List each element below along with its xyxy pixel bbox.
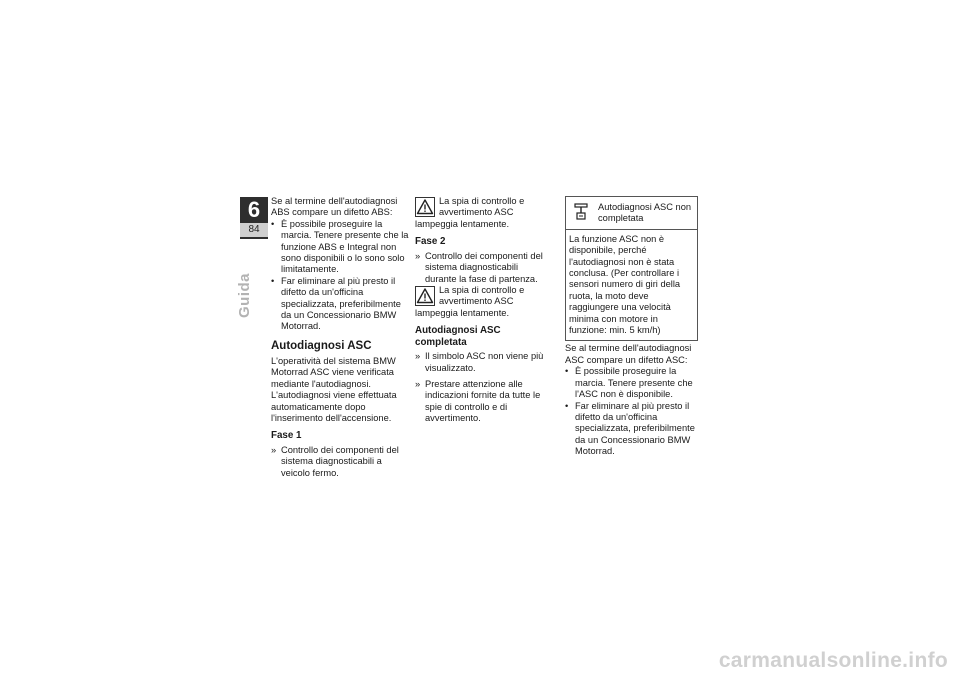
column-1: [271, 196, 411, 479]
warning-text-2: La spia di controllo e avvertimento ASC lampeggia lentamente.: [415, 284, 525, 318]
chapter-tab: [240, 197, 268, 239]
asc-paragraph: L'operatività del sistema BMW Motorrad ASC viene verificata mediante l'autodiagnosi. L'autodiagnosi viene effettuata automaticamente dopo l'inserimento dell'accensione.: [271, 355, 397, 423]
fase2-action: » Controllo dei componenti del sistema diagnosticabili durante la fase di partenza.: [415, 251, 552, 285]
list-item: • Far eliminare al più presto il difetto da un'officina specializzata, preferibilmente da un Concessionario BMW Motorrad.: [271, 276, 411, 333]
warning-note-2: [415, 285, 552, 319]
page-number: 84: [240, 223, 268, 237]
list-item: • È possibile proseguire la marcia. Tenere presente che l'ASC non è disponibile.: [565, 366, 698, 400]
warning-triangle-icon: [415, 197, 435, 217]
column-3: [565, 196, 698, 458]
column-2: [415, 196, 552, 425]
warning-text-1: La spia di controllo e avvertimento ASC lampeggia lentamente.: [415, 196, 525, 229]
fase2-heading: Fase 2: [415, 236, 446, 248]
section-label: Guida: [236, 272, 253, 318]
note-box-body: La funzione ASC non è disponibile, perché l'autodiagnosi non è stata conclusa. (Per controllare i sensori numero di giri della ruota, la moto deve raggiungere una velocità minima con motore in funzione: min. 5 km/h): [569, 233, 681, 336]
abs-fault-intro: Se al termine dell'autodiagnosi ABS compare un difetto ABS:: [271, 196, 398, 218]
note-box: [565, 196, 698, 341]
list-item: » Il simbolo ASC non viene più visualizzato.: [415, 351, 552, 374]
list-item: • È possibile proseguire la marcia. Tenere presente che la funzione ABS e Integral non sono disponibili o lo sono solo limitatamente.: [271, 219, 411, 276]
list-item: » Prestare attenzione alle indicazioni fornite da tutte le spie di controllo e di avvertimento.: [415, 379, 552, 425]
fase1-action: » Controllo dei componenti del sistema diagnosticabili a veicolo fermo.: [271, 445, 411, 479]
tool-note-icon: [572, 202, 590, 222]
chapter-number: 6: [247, 197, 261, 222]
asc-complete-heading: Autodiagnosi ASC completata: [415, 325, 501, 348]
section-heading-asc: Autodiagnosi ASC: [271, 339, 372, 352]
watermark: carmanualsonline.info: [718, 649, 948, 672]
warning-triangle-icon: [415, 286, 435, 306]
list-item: • Far eliminare al più presto il difetto da un'officina specializzata, preferibilmente da un Concessionario BMW Motorrad.: [565, 401, 698, 458]
fase1-heading: Fase 1: [271, 430, 302, 442]
asc-fault-intro: Se al termine dell'autodiagnosi ASC compare un difetto ASC:: [565, 343, 692, 365]
warning-note-1: [415, 196, 552, 230]
note-box-title: Autodiagnosi ASC non completata: [598, 202, 692, 224]
note-box-header: [566, 197, 697, 230]
